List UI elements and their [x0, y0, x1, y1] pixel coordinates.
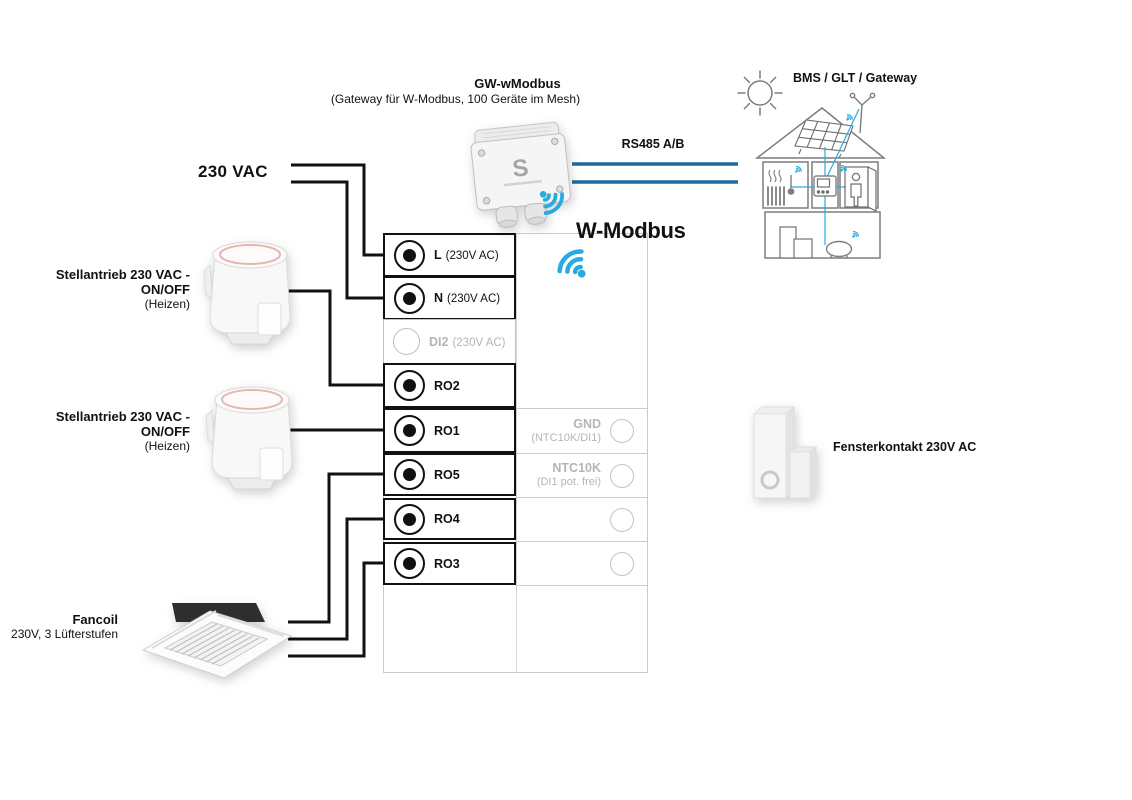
window-contact-label: Fensterkontakt 230V AC [833, 440, 977, 454]
terminal-row-RO4 [383, 498, 516, 540]
terminal-contact-RO4 [394, 504, 425, 535]
terminal-contact-N [394, 283, 425, 314]
actuator1-label-line1: Stellantrieb 230 VAC - ON/OFF [55, 267, 190, 297]
actuator2-label-line1: Stellantrieb 230 VAC - ON/OFF [55, 409, 190, 439]
terminal-row-RO1 [383, 408, 516, 453]
terminal-cell-GND [516, 408, 648, 454]
rs485-label: RS485 A/B [621, 137, 685, 151]
terminal-row-RO3 [383, 542, 516, 585]
terminal-contact-RO2 [394, 370, 425, 401]
terminal-sub-L: (230V AC) [445, 250, 499, 262]
terminal-label-RO3: RO3 [434, 556, 460, 571]
screw-icon [551, 138, 558, 145]
fancoil-label-line2: 230V, 3 Lüfterstufen [11, 626, 118, 641]
fancoil-label-line1: Fancoil [72, 612, 118, 627]
actuator2-device [202, 382, 298, 494]
terminal-label-L: L [434, 248, 442, 262]
terminal-label-RO5: RO5 [434, 467, 460, 482]
terminal-label-DI2: DI2 [429, 334, 449, 349]
terminal-cell-spare1 [516, 497, 648, 542]
terminal-contact-spare1 [610, 508, 634, 532]
terminal-contact-spare2 [610, 552, 634, 576]
terminal-label-NTC10K: NTC10K [552, 461, 601, 476]
terminal-cell-spare2 [516, 541, 648, 586]
actuator1-label [8, 268, 190, 312]
terminal-sub-N: (230V AC) [447, 293, 501, 305]
terminal-row-DI2 [383, 319, 516, 364]
terminal-cell-NTC10K [516, 453, 648, 498]
sun-icon [738, 71, 782, 115]
fancoil-label [8, 613, 118, 642]
fancoil-device [138, 595, 298, 685]
terminal-label-GND: GND [573, 416, 601, 431]
terminal-label-RO4: RO4 [434, 512, 460, 526]
actuator1-label-line2: (Heizen) [144, 296, 190, 311]
terminal-label-RO1: RO1 [434, 423, 460, 438]
terminal-row-N [383, 276, 516, 320]
power-230vac-label: 230 VAC [198, 162, 268, 181]
terminal-contact-L [394, 240, 425, 271]
actuator2-label-line2: (Heizen) [144, 438, 190, 453]
terminal-label-N: N [434, 291, 444, 305]
gateway-title: GW-wModbus [474, 76, 561, 91]
terminal-contact-NTC10K [610, 464, 634, 488]
screw-icon [483, 197, 490, 204]
terminal-row-L [383, 233, 516, 277]
bms-house-illustration [725, 65, 897, 265]
terminal-contact-GND [610, 419, 634, 443]
screw-icon [478, 149, 485, 156]
terminal-contact-DI2 [393, 328, 420, 355]
weather-station-icon [850, 93, 874, 133]
terminal-label-RO2: RO2 [434, 378, 460, 393]
terminal-row-RO2 [383, 363, 516, 408]
terminal-sub-GND: (NTC10K/DI1) [531, 431, 601, 444]
wmodbus-label: W-Modbus [576, 218, 686, 243]
controller-icon [814, 176, 836, 196]
wifi-icon [844, 114, 853, 123]
s-logo: S [511, 154, 530, 183]
actuator1-device [200, 237, 296, 349]
terminal-sub-NTC10K: (DI1 pot. frei) [536, 476, 601, 489]
window-contact-device [748, 400, 818, 510]
terminal-sub-DI2: (230V AC) [452, 336, 506, 349]
terminal-contact-RO1 [394, 415, 425, 446]
actuator2-label [8, 410, 190, 454]
terminal-row-RO5 [383, 453, 516, 496]
gateway-subtitle: (Gateway für W-Modbus, 100 Geräte im Mesh) [330, 92, 581, 106]
terminal-contact-RO5 [394, 459, 425, 490]
terminal-contact-RO3 [394, 548, 425, 579]
bms-label: BMS / GLT / Gateway [793, 71, 918, 85]
